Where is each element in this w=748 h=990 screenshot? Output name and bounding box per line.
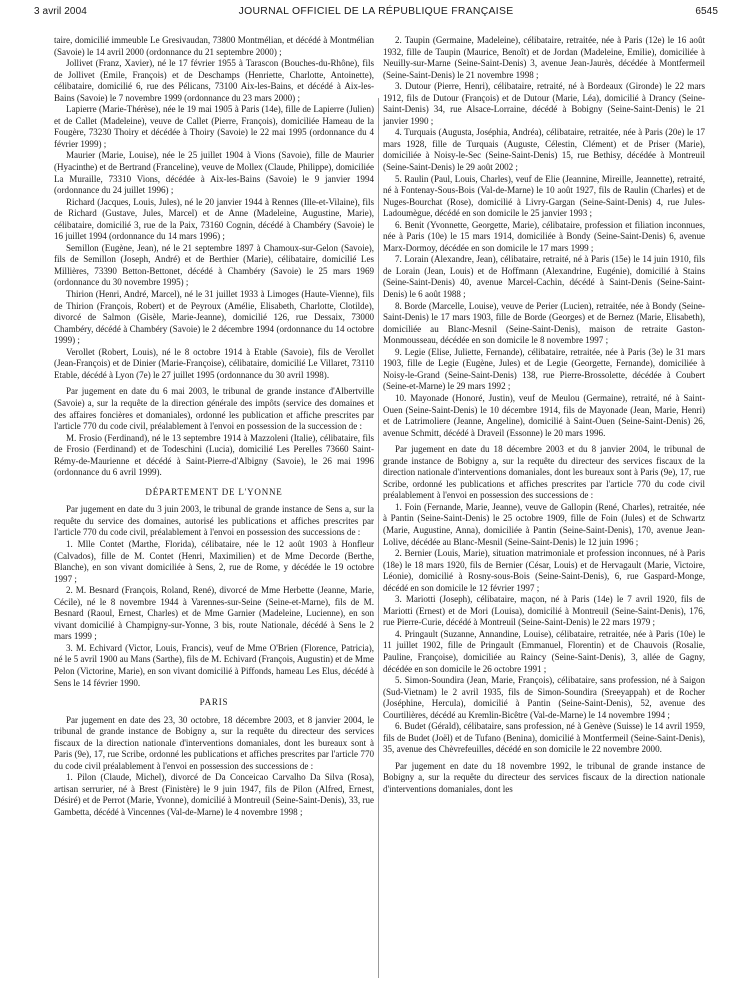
paragraph: 8. Borde (Marcelle, Louise), veuve de Perier (Lucien), retraitée, née à Bondy (Seine-Saint-Denis) le 17 mars 1903, fille de Borde (Georges) et de Bernez (Marie, Elisabeth), domiciliée au Blanc-Mesnil (Seine-Saint-Denis), maison de retraite Gaston-Monmousseau, décédée en son domicile le 8 novembre 1997 ; <box>383 300 705 346</box>
paragraph: 3. Dutour (Pierre, Henri), célibataire, retraité, né à Bordeaux (Gironde) le 22 mars 1912, fils de Dutour (François) et de Dutour (Marie, Léa), domicilié à Drancy (Seine-Saint-Denis) 34, rue Alsace-Lorraine, décédé à Bobigny (Seine-Saint-Denis) le 21 janvier 1990 ; <box>383 81 705 126</box>
paragraph: Thirion (Henri, André, Marcel), né le 31 juillet 1933 à Limoges (Haute-Vienne), fils de Thirion (François, Robert) et de Peyroux (Amélie, Elisabeth, Charlotte, Clotilde), divorcé de Salmon (Gisèle, Marie-Jeanne), domicilié 126, rue Dessaix, 73000 Chambéry, décédé à Chambéry (Savoie) le 2 décembre 1994 (ordonnance du 14 octobre 1999) ; <box>54 289 374 346</box>
paragraph: Par jugement en date des 23, 30 octobre, 18 décembre 2003, et 8 janvier 2004, le tribunal de grande instance de Bobigny a, sur la requête du directeur des services fiscaux de la direction nationale d'interventions domaniales, dont les bureaux sont à Paris (9e), 17, rue Scribe, ordonné les publications et affiches prescrites par l'article 770 du code civil préalablement à l'envoi en possession des successions de : <box>54 714 374 771</box>
paragraph: 6. Budet (Gérald), célibataire, sans profession, né à Genève (Suisse) le 14 avril 1959, fils de Budet (Joël) et de Tufano (Benina), domicilié à Montfermeil (Seine-Saint-Denis), 35, avenue des Chèvrefeuilles, décédé en son domicile le 22 novembre 2000. <box>383 721 705 755</box>
paragraph: 5. Simon-Soundira (Jean, Marie, François), célibataire, sans profession, né à Saigon (Sud-Vietnam) le 2 avril 1935, fils de Simon-Soundira (Sreeyappah) et de Rocher (Joséphine, Hercula), domicilié à Pantin (Seine-Saint-Denis), 52, avenue des Courtilières, décédé au Kremlin-Bicêtre (Val-de-Marne) le 14 novembre 1994 ; <box>383 675 705 720</box>
paragraph: Semillon (Eugène, Jean), né le 21 septembre 1897 à Chamoux-sur-Gelon (Savoie), fils de Semillon (Joseph, André) et de Berthier (Marie), célibataire, domicilié Les Millières, 73390 Betton-Bettonet, décédé à Chambéry (Savoie) le 25 mars 1969 (ordonnance du 30 novembre 1995) ; <box>54 242 374 288</box>
journal-title: JOURNAL OFFICIEL DE LA RÉPUBLIQUE FRANÇAISE <box>238 6 514 17</box>
paragraph: Par jugement en date du 6 mai 2003, le tribunal de grande instance d'Albertville (Savoie) a, sur la requête de la direction générale des impôts (service des domaines et des affaires foncières et domaniales), ordonné les publication et affiche prescrites par l'article 770 du code civil, préalablement à l'envoi en possession de la succession de : <box>54 386 374 432</box>
paragraph: 1. Mlle Contet (Marthe, Florida), célibataire, née le 12 août 1903 à Honfleur (Calvados), fille de M. Contet (Henri, Maximilien) et de Mme Decorde (Berthe, Blanche), en son vivant domiciliée à Sens, 2, rue de Rome, y décédée le 19 octobre 1997 ; <box>54 538 374 584</box>
paragraph: M. Frosio (Ferdinand), né le 13 septembre 1914 à Mazzoleni (Italie), célibataire, fils de Frosio (Ferdinand) et de Todeschini (Lucia), domicilié Les Perelles 73660 Saint-Rémy-de-Maurienne et décédé à Saint-Pierre-d'Albigny (Savoie), le 26 mai 1996 (ordonnance du 6 avril 1999). <box>54 432 374 478</box>
paragraph: 2. Taupin (Germaine, Madeleine), célibataire, retraitée, née à Paris (12e) le 16 août 1932, fille de Taupin (Maurice, Benoît) et de Jordan (Madeleine, Emilie), domiciliée à Neuilly-sur-Marne (Seine-Saint-Denis) 3, avenue Jean-Jaurès, décédée à Montfermeil (Seine-Saint-Denis) le 21 novembre 1998 ; <box>383 35 705 80</box>
paragraph: 5. Raulin (Paul, Louis, Charles), veuf de Elie (Jeannine, Mireille, Jeannette), retraité, né à Fontenay-Sous-Bois (Val-de-Marne) le 10 août 1927, fils de Raulin (Charles) et de Nuges-Bourchat (Rose), domicilié à Livry-Gargan (Seine-Saint-Denis) 4, rue Jules-Ladoumègue, décédé en son domicile le 25 janvier 1993 ; <box>383 173 705 219</box>
page-number: 6545 <box>695 6 718 17</box>
right-column <box>383 35 705 985</box>
paragraph: 6. Benit (Yvonnette, Georgette, Marie), célibataire, profession et filiation inconnues, née à Paris (10e) le 15 mars 1914, domiciliée à Bondy (Seine-Saint-Denis) 6, avenue Marx-Dormoy, décédée en son domicile le 17 mars 1999 ; <box>383 219 705 253</box>
paragraph: taire, domicilié immeuble Le Gresivaudan, 73800 Montmélian, et décédé à Montmélian (Savoie) le 14 avril 2000 (ordonnance du 21 septembre 2000) ; <box>54 35 374 57</box>
paragraph: Par jugement en date du 18 décembre 2003 et du 8 janvier 2004, le tribunal de grande instance de Bobigny a, sur la requête du directeur des services fiscaux de la direction nationale d'interventions domaniales, dont les bureaux sont à Paris (9e), 17, rue Scribe, ordonné les publications et affiches prescrites par l'article 770 du code civil préalablement à l'envoi en possession des successions de : <box>383 444 705 501</box>
section-heading: DÉPARTEMENT DE L'YONNE <box>145 486 283 497</box>
issue-date: 3 avril 2004 <box>34 6 87 17</box>
paragraph: 1. Pilon (Claude, Michel), divorcé de Da Conceicao Carvalho Da Silva (Rosa), artisan serrurier, né à Brest (Finistère) le 9 juin 1947, fils de Pilon (Alfred, Ernest, Désiré) et de Perrot (Marie, Yvonne), domicilié à Montreuil (Seine-Saint-Denis), 33, rue Gambetta, décédé à Vincennes (Val-de-Marne) le 4 novembre 1998 ; <box>54 772 374 817</box>
left-column <box>54 35 374 985</box>
paragraph: 4. Pringault (Suzanne, Annandine, Louise), célibataire, retraitée, née à Paris (10e) le 11 juillet 1902, fille de Pringault (Emmanuel, Florentin) et de Chauvois (Rosalie, Pauline, Françoise), domiciliée au Raincy (Seine-Saint-Denis), 3, allée de Gagny, décédée en son domicile le 26 octobre 1991 ; <box>383 628 705 674</box>
paragraph: 3. Mariotti (Joseph), célibataire, maçon, né à Paris (14e) le 7 avril 1920, fils de Mariotti (Ernest) et de Mori (Louisa), domicilié à Montreuil (Seine-Saint-Denis), 176, rue Pierre-Curie, décédé à Montreuil (Seine-Saint-Denis) le 22 mars 1979 ; <box>383 594 705 628</box>
paragraph: Jollivet (Franz, Xavier), né le 17 février 1955 à Tarascon (Bouches-du-Rhône), fils de Jollivet (Emile, François) et de Deschamps (Henriette, Charlotte, Antoinette), célibataire, domicilié 6, rue des Pélicans, 73100 Aix-les-Bains, et décédé à Aix-les-Bains (Savoie) le 7 novembre 1999 (ordonnance du 23 mars 2000) ; <box>54 58 374 103</box>
section-heading: PARIS <box>199 697 229 708</box>
paragraph: 1. Foin (Fernande, Marie, Jeanne), veuve de Gallopin (René, Charles), retraitée, née à Pantin (Seine-Saint-Denis) le 25 octobre 1909, fille de Foin (Jules) et de Schwartz (Marie, Augustine, Anna), domiciliée à Pantin (Seine-Saint-Denis), 170, avenue Jean-Lolive, décédée au Blanc-Mesnil (Seine-Saint-Denis) le 12 juin 1996 ; <box>383 501 705 547</box>
paragraph: 4. Turquais (Augusta, Joséphia, Andréa), célibataire, retraitée, née à Paris (20e) le 17 mars 1928, fille de Turquais (Auguste, Célestin, Clément) et de Priser (Marie), domiciliée à Noisy-le-Sec (Seine-Saint-Denis) 15, rue Bethisy, décédée à Montreuil (Seine-Saint-Denis) le 29 août 2002 ; <box>383 127 705 173</box>
paragraph: 3. M. Echivard (Victor, Louis, Francis), veuf de Mme O'Brien (Florence, Patricia), né le 5 avril 1900 au Mans (Sarthe), fils de M. Echivard (François, Augustin) et de Mme Pelon (Victorine, Marie), en son vivant domicilié à Piffonds, hameau Les Elus, décédé à Sens le 14 février 1990. <box>54 642 374 688</box>
paragraph: Lapierre (Marie-Thérèse), née le 19 mai 1905 à Paris (14e), fille de Lapierre (Julien) et de Callet (Madeleine), veuve de Callet (Pierre, François), domiciliée Hameau de la Fougère, 73230 Thoiry et décédée à Thoiry (Savoie) le 22 mai 1995 (ordonnance du 4 février 1999) ; <box>54 104 374 149</box>
paragraph: 10. Mayonade (Honoré, Justin), veuf de Meulou (Germaine), retraité, né à Saint-Ouen (Seine-Saint-Denis) le 10 décembre 1914, fils de Mayonade (Jean, Marie, Henri) et de Latrimoliere (Jeanne, Angeline), domicilié à Saint-Ouen (Seine-Saint-Denis) 26, avenue Schmitt, décédé à Draveil (Essonne) le 20 mars 1996. <box>383 392 705 438</box>
paragraph: 2. Bernier (Louis, Marie), situation matrimoniale et profession inconnues, né à Paris (18e) le 18 mars 1920, fils de Bernier (César, Louis) et de Hervagault (Marie, Victoire, Léonie), domicilié à Rosny-sous-Bois (Seine-Saint-Denis), 6, rue Gaspard-Monge, décédé en son domicile le 12 février 1997 ; <box>383 548 705 593</box>
paragraph: 7. Lorain (Alexandre, Jean), célibataire, retraité, né à Paris (15e) le 14 juin 1910, fils de Lorain (Jean, Louis) et de Hoffmann (Alexandrine, Eugénie), domicilié à Stains (Seine-Saint-Denis) 40, avenue Marcel-Cachin, décédé à Saint-Denis (Seine-Saint-Denis) le 6 août 1988 ; <box>383 254 705 300</box>
paragraph: 9. Legie (Elise, Juliette, Fernande), célibataire, retraitée, née à Paris (3e) le 31 mars 1903, fille de Legie (Eugène, Jules) et de Legie (Georgette, Fernande), domiciliée à Noisy-le-Grand (Seine-Saint-Denis) 138, rue Pierre-Brossolette, décédée à Coubert (Seine-et-Marne) le 29 mars 1992 ; <box>383 346 705 392</box>
paragraph: Richard (Jacques, Louis, Jules), né le 20 janvier 1944 à Rennes (Ille-et-Vilaine), fils de Richard (Gustave, Jules, Marcel) et de Anne (Madeleine, Augustine, Marie), célibataire, domicilié 3, rue de la Paix, 73160 Cognin, décédé à Chambéry (Savoie) le 16 juillet 1994 (ordonnance du 14 mars 1996) ; <box>54 196 374 242</box>
page-header <box>34 4 718 22</box>
paragraph: Verollet (Robert, Louis), né le 8 octobre 1914 à Etable (Savoie), fils de Verollet (Jean-François) et de Dinier (Marie-Françoise), célibataire, domicilié Le Villaret, 73110 Etable, décédé à Lyon (7e) le 27 juillet 1995 (ordonnance du 30 avril 1998). <box>54 346 374 380</box>
column-divider <box>378 98 379 978</box>
paragraph: Par jugement en date du 3 juin 2003, le tribunal de grande instance de Sens a, sur la requête du service des domaines, autorisé les publications et affiches prescrites par l'article 770 du code civil, préalablement à l'envoi en possession des successions de : <box>54 504 374 538</box>
paragraph: 2. M. Besnard (François, Roland, René), divorcé de Mme Herbette (Jeanne, Marie, Cécile), né le 8 novembre 1944 à Varennes-sur-Seine (Seine-et-Marne), fils de M. Besnard (Raoul, Ernest, Charles) et de Mme Garnier (Madeleine, Lucienne), en son vivant domicilié à Champigny-sur-Yonne, 3 bis, route Nationale, décédé à Sens le 2 mars 1999 ; <box>54 585 374 642</box>
paragraph: Par jugement en date du 18 novembre 1992, le tribunal de grande instance de Bobigny a, sur la requête du directeur des services fiscaux de la direction nationale d'interventions domaniales, dont les <box>383 760 705 794</box>
paragraph: Maurier (Marie, Louise), née le 25 juillet 1904 à Vions (Savoie), fille de Maurier (Hyacinthe) et de Bertrand (Franceline), veuve de Mollex (Claude, Philippe), domiciliée La Muraille, 73310 Vions, décédée à Aix-les-Bains (Savoie) le 9 janvier 1994 (ordonnance du 24 juillet 1996) ; <box>54 150 374 196</box>
